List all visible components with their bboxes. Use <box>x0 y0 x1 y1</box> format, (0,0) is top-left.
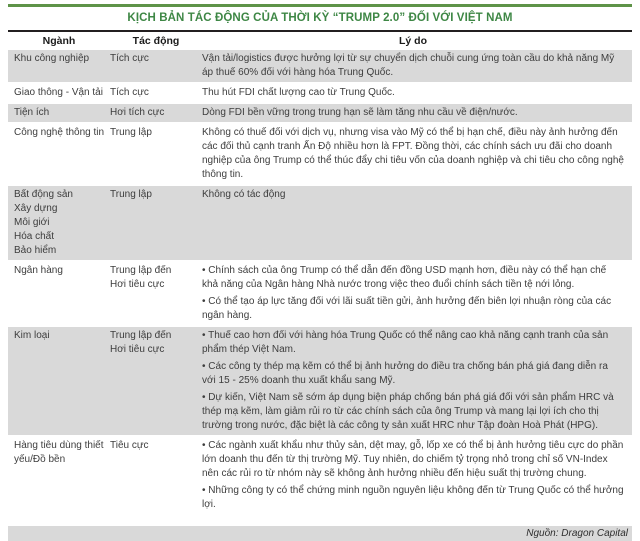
sector-line: Môi giới <box>14 217 50 228</box>
sector-line: Giao thông - Vận tải <box>14 87 103 98</box>
reason-paragraph: Không có tác động <box>202 189 286 200</box>
reason-paragraph: • Chính sách của ông Trump có thể dẫn đến đồng USD mạnh hơn, điều này có thể hạn chế khả năng của Ngân hàng Nhà nước trong việc theo đuổi chính sách tiền tệ nới lỏng. <box>202 265 607 290</box>
table-row <box>8 50 632 84</box>
column-header-reason: Lý do <box>399 35 427 47</box>
sector-line: Xây dựng <box>14 203 58 214</box>
sector-line: Công nghệ thông tin <box>14 127 105 138</box>
reason-paragraph: • Có thể tạo áp lực tăng đối với lãi suất tiền gửi, ảnh hưởng đến biên lợi nhuận ròng của các ngân hàng. <box>202 296 612 321</box>
impact-line: Tích cực <box>110 53 149 64</box>
sector-line: Kim loại <box>14 330 50 341</box>
reason-cell <box>202 52 632 80</box>
table-row <box>8 104 632 124</box>
sector-line: Khu công nghiệp <box>14 53 90 64</box>
reason-paragraph: Dòng FDI bền vững trong trung hạn sẽ làm tăng nhu cầu về điện/nước. <box>202 107 518 118</box>
reason-paragraph: Vận tải/logistics được hưởng lợi từ sự chuyển dịch chuỗi cung ứng toàn cầu do khả năng Mỹ áp thuế 60% đối với hàng hóa Trung Quốc. <box>202 53 615 78</box>
impact-cell <box>110 329 202 357</box>
reason-paragraph: • Dự kiến, Việt Nam sẽ sớm áp dụng biện pháp chống bán phá giá đối với sản phẩm HRC và thép mạ kẽm, làm giảm rủi ro từ các chính sách của ông Trump và mang lại lợi ích cho thị trường trong nước, đặc biệt là các công ty sản xuất HRC như Tập đoàn Hoà Phát (HPG). <box>202 392 614 431</box>
impact-line: Trung lập đến <box>110 330 172 341</box>
source-text: Nguồn: Dragon Capital <box>526 528 628 539</box>
table-row <box>8 262 632 327</box>
table-title: KỊCH BẢN TÁC ĐỘNG CỦA THỜI KỲ “TRUMP 2.0” ĐỐI VỚI VIỆT NAM <box>127 12 513 24</box>
table-header-row <box>8 32 632 50</box>
sector-cell <box>8 439 110 467</box>
impact-line: Trung lập <box>110 189 152 200</box>
reason-cell <box>202 264 632 323</box>
table-body <box>8 50 632 516</box>
sector-line: Bảo hiểm <box>14 245 57 256</box>
column-header-sector: Ngành <box>42 35 76 47</box>
reason-cell <box>202 126 632 182</box>
sector-cell <box>8 329 110 343</box>
reason-cell <box>202 439 632 512</box>
sector-line: Hàng tiêu dùng thiết yếu/Đồ bền <box>14 440 104 465</box>
impact-cell <box>110 52 202 66</box>
impact-cell <box>110 188 202 202</box>
table-row <box>8 124 632 186</box>
sector-cell <box>8 126 110 140</box>
impact-line: Hơi tích cực <box>110 107 165 118</box>
table-row <box>8 437 632 516</box>
sector-line: Bất động sản <box>14 189 73 200</box>
impact-line: Hơi tiêu cực <box>110 344 165 355</box>
reason-paragraph: • Những công ty có thể chứng minh nguồn nguyên liệu không đến từ Trung Quốc có thể hưởng lợi. <box>202 485 624 510</box>
sector-cell <box>8 86 110 100</box>
impact-line: Trung lập đến <box>110 265 172 276</box>
sector-cell <box>8 52 110 66</box>
impact-line: Tích cực <box>110 87 149 98</box>
sector-cell <box>8 188 110 258</box>
reason-paragraph: Thu hút FDI chất lượng cao từ Trung Quốc. <box>202 87 395 98</box>
column-header-impact: Tác động <box>132 35 180 47</box>
reason-paragraph: • Các ngành xuất khẩu như thủy sản, dệt may, gỗ, lốp xe có thể bị ảnh hưởng tiêu cực do phần lớn doanh thu đến từ thị trường Mỹ. Tuy nhiên, do chiếm tỷ trọng nhỏ trong chỉ số VN-Index nên các rủi ro từ nhóm này sẽ không ảnh hưởng nhiều đến hiệu suất thị trường chung. <box>202 440 624 479</box>
table-row <box>8 327 632 437</box>
sector-line: Tiện ích <box>14 107 50 118</box>
sector-cell <box>8 264 110 278</box>
impact-line: Hơi tiêu cực <box>110 279 165 290</box>
sector-line: Hóa chất <box>14 231 55 242</box>
sector-line: Ngân hàng <box>14 265 63 276</box>
impact-cell <box>110 86 202 100</box>
source-note-bar <box>8 526 632 541</box>
reason-cell <box>202 188 632 202</box>
reason-cell <box>202 106 632 120</box>
reason-cell <box>202 86 632 100</box>
impact-cell <box>110 126 202 140</box>
impact-cell <box>110 106 202 120</box>
reason-paragraph: • Các công ty thép mạ kẽm có thể bị ảnh hưởng do điều tra chống bán phá giá đang diễn ra với 15 - 25% doanh thu xuất khẩu sang Mỹ. <box>202 361 608 386</box>
impact-cell <box>110 264 202 292</box>
impact-cell <box>110 439 202 453</box>
table-row <box>8 186 632 262</box>
table-row <box>8 84 632 104</box>
reason-cell <box>202 329 632 433</box>
reason-paragraph: Không có thuế đối với dịch vụ, nhưng visa vào Mỹ có thể bị hạn chế, điều này ảnh hưởng đến các đối thủ cạnh tranh Ấn Độ nhiều hơn là FPT. Đồng thời, các chính sách ưu đãi cho doanh nghiệp của ông Trump có thể thúc đẩy chi tiêu vốn của doanh nghiệp và chi tiêu cho công nghệ thông tin. <box>202 127 624 180</box>
sector-cell <box>8 106 110 120</box>
impact-line: Trung lập <box>110 127 152 138</box>
reason-paragraph: • Thuế cao hơn đối với hàng hóa Trung Quốc có thể nâng cao khả năng cạnh tranh của sản phẩm thép Việt Nam. <box>202 330 609 355</box>
impact-line: Tiêu cực <box>110 440 149 451</box>
